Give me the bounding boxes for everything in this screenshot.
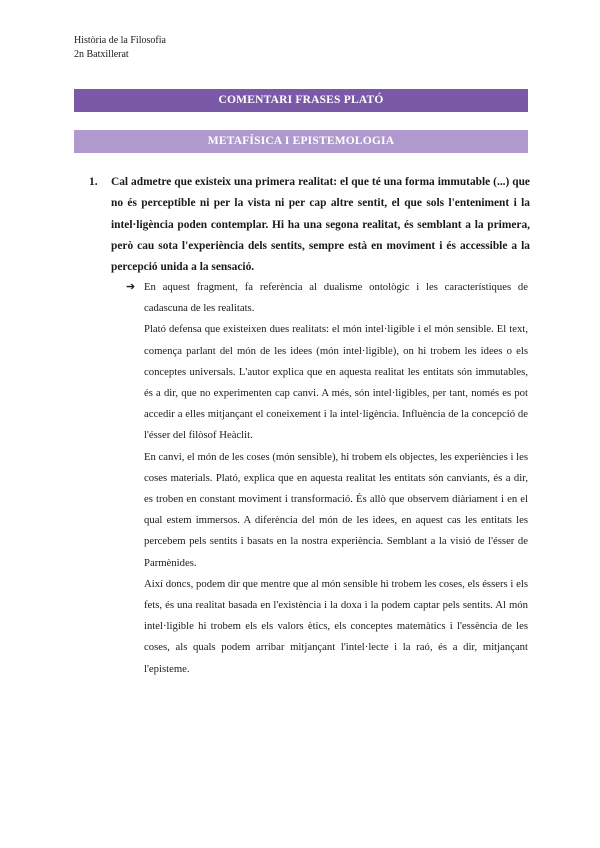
section-title-band: METAFÍSICA I EPISTEMOLOGIA [74,130,528,153]
answer-block [126,277,528,680]
header-course: 2n Batxillerat [74,49,129,60]
page-header [74,34,166,62]
answer-paragraph: En canvi, el món de les coses (món sensible), hi trobem els objectes, les experiències i les coses materials. Plató, explica que en aquesta realitat les entitats són canviants, és a dir, es troben en constant moviment i transformació. És allò que observem diàriament i en el qual estem immersos. A diferència del món de les idees, en aquest cas les entitats les percebem pels sentits i basats en la nostra experiència. Semblant a la visió de l'ésser de Parmènides. [144,450,528,569]
arrow-right-icon: ➔ [126,281,136,293]
header-subject: Història de la Filosofia [74,35,166,46]
document-title-band: COMENTARI FRASES PLATÓ [74,89,528,112]
answer-paragraph: Plató defensa que existeixen dues realitats: el món intel·ligible i el món sensible. El text, comença parlant del món de les idees (món intel·ligible), on hi trobem les idees o els conceptes universals. L'autor explica que en aquesta realitat les entitats són immutables, és a dir, que no experimenten cap canvi. A més, són intel·ligibles, per tant, només es pot accedir a elles mitjançant el coneixement i la intel·ligència. Influència de la concepció de l'ésser del filòsof Heàclit. [144,323,528,442]
answer-paragraph: En aquest fragment, fa referència al dualisme ontològic i les característiques de cadascuna de les realitats. [144,281,528,315]
answer-paragraph: Així doncs, podem dir que mentre que al món sensible hi trobem les coses, els éssers i els fets, és una realitat basada en l'existència i la doxa i la podem captar pels sentits. Al món intel·ligible hi trobem els els valors ètics, els conceptes matemàtics i l'essència de les coses, als quals podem arribar mitjançant l'intel·lecte i la raó, és a dir, mitjançant l'episteme. [144,577,528,675]
question-number: 1. [89,176,98,188]
question-text: Cal admetre que existeix una primera realitat: el que té una forma immutable (...) que no és perceptible ni per la vista ni per cap altre sentit, el que sols l'enteniment i la intel·ligència poden contemplar. Hi ha una segona realitat, és semblant a la primera, però cau sota l'experiència dels sentits, sempre està en moviment i és accessible a la percepció unida a la sensació. [111,176,530,274]
question-block [89,172,530,278]
